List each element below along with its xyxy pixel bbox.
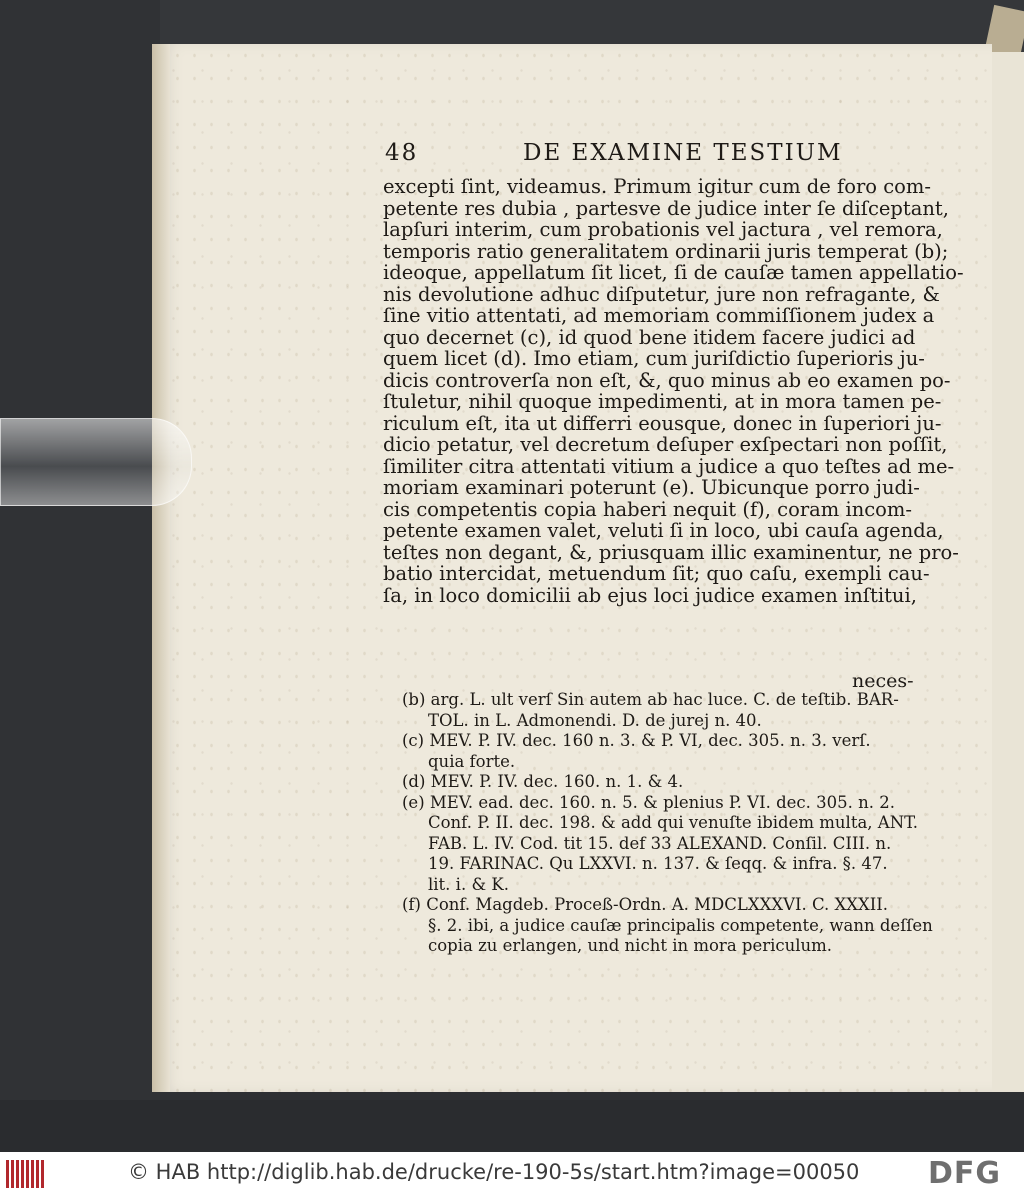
text-line: temporis ratio generalitatem ordinarii juris temperat (b);	[383, 239, 949, 263]
footnote-line: lit. i. & K.	[428, 874, 509, 894]
text-line: excepti ſint, videamus. Primum igitur cum de foro com-	[383, 175, 931, 198]
text-line: lapſuri interim, cum probationis vel jactura , vel remora,	[383, 218, 943, 241]
running-title: DE EXAMINE TESTIUM	[523, 140, 843, 166]
footnote-line: FAB. L. IV. Cod. tit 15. def 33 ALEXAND. Conſil. CIII. n.	[428, 833, 892, 853]
text-line: batio intercidat, metuendum ſit; quo caſu, exempli cau-	[383, 562, 930, 585]
text-line: dicis controverſa non eſt, &, quo minus ab eo examen po-	[383, 368, 951, 392]
footer-bar	[0, 1152, 1024, 1194]
text-line: teſtes non degant, &, priusquam illic examinentur, ne pro-	[383, 540, 959, 564]
footnote-line: (e) MEV. ead. dec. 160. n. 5. & plenius P. VI. dec. 305. n. 2.	[402, 792, 895, 812]
footnote-line: quia forte.	[428, 751, 516, 771]
text-line: quem licet (d). Imo etiam, cum juriſdictio ſuperioris ju-	[383, 347, 925, 370]
text-line: ſine vitio attentati, ad memoriam commiſſionem judex a	[383, 304, 935, 327]
footnote-line: (f) Conf. Magdeb. Proceß-Ordn. A. MDCLXXXVI. C. XXXII.	[402, 895, 889, 914]
text-line: ſimiliter citra attentati vitium a judice a quo teſtes ad me-	[383, 454, 955, 478]
text-line: quo decernet (c), id quod bene itidem facere judici ad	[383, 325, 916, 349]
text-line: moriam examinari poterunt (e). Ubicunque porro judi-	[383, 476, 920, 499]
catchword: neces-	[852, 670, 914, 692]
text-line: riculum eſt, ita ut differri eousque, donec in ſuperiori ju-	[383, 411, 942, 435]
footnote-line: (b) arg. L. ult verſ Sin autem ab hac luce. C. de teſtib. BAR-	[402, 690, 899, 709]
running-head	[385, 136, 843, 176]
text-line: petente examen valet, veluti ſi in loco, ubi cauſa agenda,	[383, 519, 944, 542]
footnote-line: TOL. in L. Admonendi. D. de jurej n. 40.	[428, 710, 762, 730]
text-line: ideoque, appellatum ſit licet, ſi de cauſæ tamen appellatio-	[383, 261, 964, 284]
text-line: ſtuletur, nihil quoque impedimenti, at in mora tamen pe-	[383, 390, 942, 413]
text-line: nis devolutione adhuc diſputetur, jure non refragante, &	[383, 282, 940, 306]
footnote-line: 19. FARINAC. Qu LXXVI. n. 137. & ſeqq. & infra. §. 47.	[428, 854, 888, 873]
footnotes	[402, 690, 933, 957]
dfg-logo: DFG	[928, 1156, 1002, 1191]
glass-page-weight	[0, 418, 192, 506]
footnote-line: (d) MEV. P. IV. dec. 160. n. 1. & 4.	[402, 772, 684, 791]
footnote-line: copia zu erlangen, und nicht in mora periculum.	[428, 936, 833, 955]
footnote-line: Conf. P. II. dec. 198. & add qui venuſte ibidem multa, ANT.	[428, 813, 918, 832]
footnote-line: (c) MEV. P. IV. dec. 160 n. 3. & P. VI, dec. 305. n. 3. verſ.	[402, 731, 871, 750]
scanner-background-left	[0, 0, 160, 1152]
page-number: 48	[385, 140, 419, 166]
footnote-line: §. 2. ibi, a judice cauſæ principalis competente, wann deſſen	[428, 915, 933, 935]
page-gutter	[152, 44, 170, 1092]
hab-logo-icon	[6, 1160, 50, 1188]
scanner-background-bottom	[0, 1100, 1024, 1152]
text-line: ſa, in loco domicilii ab ejus loci judice examen inſtitui,	[383, 583, 917, 607]
text-line: petente res dubia , partesve de judice inter ſe diſceptant,	[383, 196, 949, 220]
text-line: dicio petatur, vel decretum deſuper exſpectari non poſſit,	[383, 433, 948, 456]
text-line: cis competentis copia haberi nequit (f), coram incom-	[383, 497, 912, 521]
footer-copyright-link[interactable]: © HAB http://diglib.hab.de/drucke/re-190-5s/start.htm?image=00050	[128, 1160, 860, 1184]
body-text	[383, 175, 964, 607]
